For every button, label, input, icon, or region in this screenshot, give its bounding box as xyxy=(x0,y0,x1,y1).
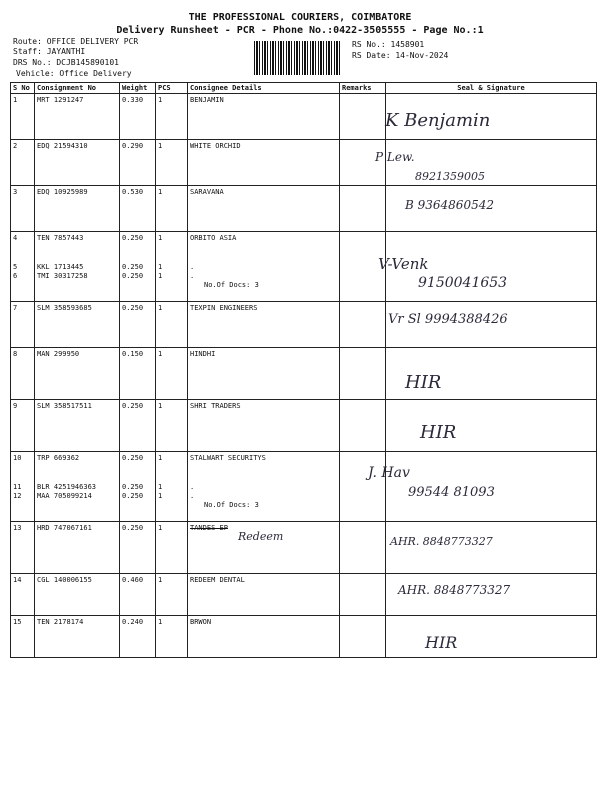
cell-weight xyxy=(120,302,156,348)
cno-value: TEN 2178174 xyxy=(37,618,84,626)
cell-pcs xyxy=(156,232,188,302)
weight-value: 0.250 xyxy=(122,402,144,410)
cell-remarks xyxy=(340,94,386,140)
cell-consignee xyxy=(188,400,340,452)
company-title: THE PROFESSIONAL COURIERS, COIMBATORE xyxy=(188,12,412,23)
sno-value: 11 xyxy=(13,483,22,491)
consignee-value: . xyxy=(190,492,195,500)
cell-sno xyxy=(11,574,35,616)
sno-value: 13 xyxy=(13,524,22,532)
table-row xyxy=(11,452,597,522)
handwritten-signature: V-Venk xyxy=(378,255,429,273)
cno-value: TMI 30317258 xyxy=(37,272,88,280)
cell-consignee xyxy=(188,574,340,616)
consignee-value: WHITE ORCHID xyxy=(190,142,241,150)
cno-value: BLR 4251946363 xyxy=(37,483,97,491)
rs-date: RS Date: 14-Nov-2024 xyxy=(352,51,449,60)
cell-consignment-no xyxy=(35,522,120,574)
cell-remarks xyxy=(340,574,386,616)
pcs-value: 1 xyxy=(158,234,163,242)
cell-sno xyxy=(11,522,35,574)
col-pcs: PCS xyxy=(156,83,188,94)
cell-sno xyxy=(11,186,35,232)
cell-sno xyxy=(11,302,35,348)
sno-value: 6 xyxy=(13,272,18,280)
handwritten-signature: AHR. 8848773327 xyxy=(398,583,511,597)
cno-value: CGL 140006155 xyxy=(37,576,92,584)
cell-remarks xyxy=(340,186,386,232)
sno-value: 10 xyxy=(13,454,22,462)
consignee-value: HINDHI xyxy=(190,350,216,358)
cell-consignee xyxy=(188,140,340,186)
weight-value: 0.530 xyxy=(122,188,144,196)
consignee-value: SHRI TRADERS xyxy=(190,402,241,410)
cno-value: MRT 1291247 xyxy=(37,96,84,104)
sno-value: 8 xyxy=(13,350,18,358)
cell-signature xyxy=(386,616,597,658)
cell-remarks xyxy=(340,522,386,574)
cell-weight xyxy=(120,400,156,452)
pcs-value: 1 xyxy=(158,263,163,271)
sno-value: 4 xyxy=(13,234,18,242)
cell-consignment-no xyxy=(35,186,120,232)
runsheet-subtitle: Delivery Runsheet - PCR - Phone No.:0422-3505555 - Page No.:1 xyxy=(116,25,484,36)
table-row xyxy=(11,522,597,574)
cell-sno xyxy=(11,616,35,658)
weight-value: 0.250 xyxy=(122,454,144,462)
weight-value: 0.240 xyxy=(122,618,144,626)
cell-weight xyxy=(120,186,156,232)
pcs-value: 1 xyxy=(158,142,163,150)
cell-consignment-no xyxy=(35,452,120,522)
cno-value: SLM 358517511 xyxy=(37,402,92,410)
cell-pcs xyxy=(156,452,188,522)
cell-pcs xyxy=(156,574,188,616)
cell-pcs xyxy=(156,94,188,140)
cno-value: MAA 705099214 xyxy=(37,492,92,500)
weight-value: 0.250 xyxy=(122,524,144,532)
docs-count: No.Of Docs: 3 xyxy=(204,501,259,509)
cell-weight xyxy=(120,616,156,658)
pcs-value: 1 xyxy=(158,304,163,312)
handwritten-signature: AHR. 8848773327 xyxy=(390,535,493,548)
pcs-value: 1 xyxy=(158,618,163,626)
sno-value: 12 xyxy=(13,492,22,500)
cell-consignee xyxy=(188,452,340,522)
rs-number: RS No.: 1458901 xyxy=(352,40,425,49)
consignee-value: REDEEM DENTAL xyxy=(190,576,245,584)
cell-weight xyxy=(120,232,156,302)
col-weight: Weight xyxy=(120,83,156,94)
table-header-row xyxy=(11,83,597,94)
sno-value: 1 xyxy=(13,96,18,104)
drs-barcode xyxy=(254,41,340,75)
table-row xyxy=(11,302,597,348)
consignee-value: BENJAMIN xyxy=(190,96,224,104)
cell-sno xyxy=(11,140,35,186)
sno-value: 15 xyxy=(13,618,22,626)
staff-label: Staff: JAYANTHI xyxy=(13,47,86,56)
table-row xyxy=(11,232,597,302)
table-row xyxy=(11,616,597,658)
cno-value: KKL 1713445 xyxy=(37,263,84,271)
cell-pcs xyxy=(156,348,188,400)
pcs-value: 1 xyxy=(158,272,163,280)
handwritten-signature: Vr Sl 9994388426 xyxy=(388,312,508,327)
cell-weight xyxy=(120,522,156,574)
cell-pcs xyxy=(156,522,188,574)
cell-consignment-no xyxy=(35,232,120,302)
col-consignment-no: Consignment No xyxy=(35,83,120,94)
cell-consignment-no xyxy=(35,400,120,452)
sno-value: 7 xyxy=(13,304,18,312)
weight-value: 0.460 xyxy=(122,576,144,584)
pcs-value: 1 xyxy=(158,576,163,584)
consignee-value: STALWART SECURITYS xyxy=(190,454,266,462)
cell-weight xyxy=(120,452,156,522)
consignee-value: ORBITO ASIA xyxy=(190,234,237,242)
cell-consignment-no xyxy=(35,348,120,400)
weight-value: 0.250 xyxy=(122,483,144,491)
cell-remarks xyxy=(340,452,386,522)
pcs-value: 1 xyxy=(158,188,163,196)
weight-value: 0.250 xyxy=(122,492,144,500)
cell-signature xyxy=(386,400,597,452)
cno-value: SLM 358593685 xyxy=(37,304,92,312)
cno-value: EDQ 10925989 xyxy=(37,188,88,196)
cno-value: MAN 299950 xyxy=(37,350,80,358)
consignee-value: . xyxy=(190,483,195,491)
handwritten-signature: J. Hav xyxy=(368,465,410,481)
table-row xyxy=(11,186,597,232)
handwritten-signature: K Benjamin xyxy=(385,110,491,131)
cell-weight xyxy=(120,348,156,400)
weight-value: 0.150 xyxy=(122,350,144,358)
cell-consignment-no xyxy=(35,616,120,658)
cno-value: TRP 669362 xyxy=(37,454,80,462)
handwritten-signature: HIR xyxy=(405,372,442,393)
handwritten-signature: HIR xyxy=(420,422,457,443)
cell-consignee xyxy=(188,94,340,140)
weight-value: 0.250 xyxy=(122,304,144,312)
table-row xyxy=(11,94,597,140)
handwritten-remark: Redeem xyxy=(238,530,284,543)
cno-value: HRD 747067161 xyxy=(37,524,92,532)
sno-value: 2 xyxy=(13,142,18,150)
pcs-value: 1 xyxy=(158,492,163,500)
handwritten-phone: 8921359005 xyxy=(415,170,485,183)
weight-value: 0.250 xyxy=(122,263,144,271)
cell-consignee xyxy=(188,302,340,348)
weight-value: 0.250 xyxy=(122,234,144,242)
consignee-value: SARAVANA xyxy=(190,188,224,196)
consignee-value: . xyxy=(190,263,195,271)
sno-value: 5 xyxy=(13,263,18,271)
pcs-value: 1 xyxy=(158,483,163,491)
consignee-value: TANDES EP xyxy=(190,524,228,532)
sno-value: 3 xyxy=(13,188,18,196)
weight-value: 0.290 xyxy=(122,142,144,150)
cell-consignee xyxy=(188,232,340,302)
cell-pcs xyxy=(156,302,188,348)
handwritten-signature: B 9364860542 xyxy=(405,198,494,212)
table-row xyxy=(11,348,597,400)
col-signature: Seal & Signature xyxy=(386,83,597,94)
vehicle-label: Vehicle: Office Delivery xyxy=(16,69,132,78)
cell-weight xyxy=(120,140,156,186)
cell-pcs xyxy=(156,616,188,658)
table-row xyxy=(11,400,597,452)
sno-value: 9 xyxy=(13,402,18,410)
route-label: Route: OFFICE DELIVERY PCR xyxy=(13,37,139,46)
pcs-value: 1 xyxy=(158,402,163,410)
drs-label: DRS No.: DCJB145890101 xyxy=(13,58,119,67)
cell-sno xyxy=(11,452,35,522)
cell-consignee xyxy=(188,348,340,400)
cell-pcs xyxy=(156,186,188,232)
docs-count: No.Of Docs: 3 xyxy=(204,281,259,289)
runsheet-table xyxy=(10,82,597,658)
weight-value: 0.330 xyxy=(122,96,144,104)
cell-consignee xyxy=(188,616,340,658)
cell-remarks xyxy=(340,616,386,658)
cell-pcs xyxy=(156,140,188,186)
consignee-value: BRWON xyxy=(190,618,212,626)
cell-consignment-no xyxy=(35,140,120,186)
cell-consignment-no xyxy=(35,302,120,348)
cell-weight xyxy=(120,574,156,616)
col-consignee: Consignee Details xyxy=(188,83,340,94)
col-remarks: Remarks xyxy=(340,83,386,94)
cell-sno xyxy=(11,400,35,452)
col-sno: S No xyxy=(11,83,35,94)
consignee-value: . xyxy=(190,272,195,280)
handwritten-signature: P Lew. xyxy=(375,150,415,164)
weight-value: 0.250 xyxy=(122,272,144,280)
cell-remarks xyxy=(340,348,386,400)
cell-remarks xyxy=(340,302,386,348)
cell-consignee xyxy=(188,186,340,232)
handwritten-phone: 99544 81093 xyxy=(408,485,495,500)
cell-remarks xyxy=(340,400,386,452)
table-row xyxy=(11,140,597,186)
cell-consignment-no xyxy=(35,94,120,140)
pcs-value: 1 xyxy=(158,96,163,104)
cell-consignment-no xyxy=(35,574,120,616)
sno-value: 14 xyxy=(13,576,22,584)
pcs-value: 1 xyxy=(158,524,163,532)
cell-sno xyxy=(11,94,35,140)
handwritten-phone: 9150041653 xyxy=(418,275,508,291)
cell-weight xyxy=(120,94,156,140)
cell-pcs xyxy=(156,400,188,452)
cno-value: EDQ 21594310 xyxy=(37,142,88,150)
cell-sno xyxy=(11,348,35,400)
cno-value: TEN 7857443 xyxy=(37,234,84,242)
consignee-value: TEXPIN ENGINEERS xyxy=(190,304,258,312)
pcs-value: 1 xyxy=(158,350,163,358)
pcs-value: 1 xyxy=(158,454,163,462)
cell-sno xyxy=(11,232,35,302)
handwritten-signature: HIR xyxy=(425,633,458,652)
